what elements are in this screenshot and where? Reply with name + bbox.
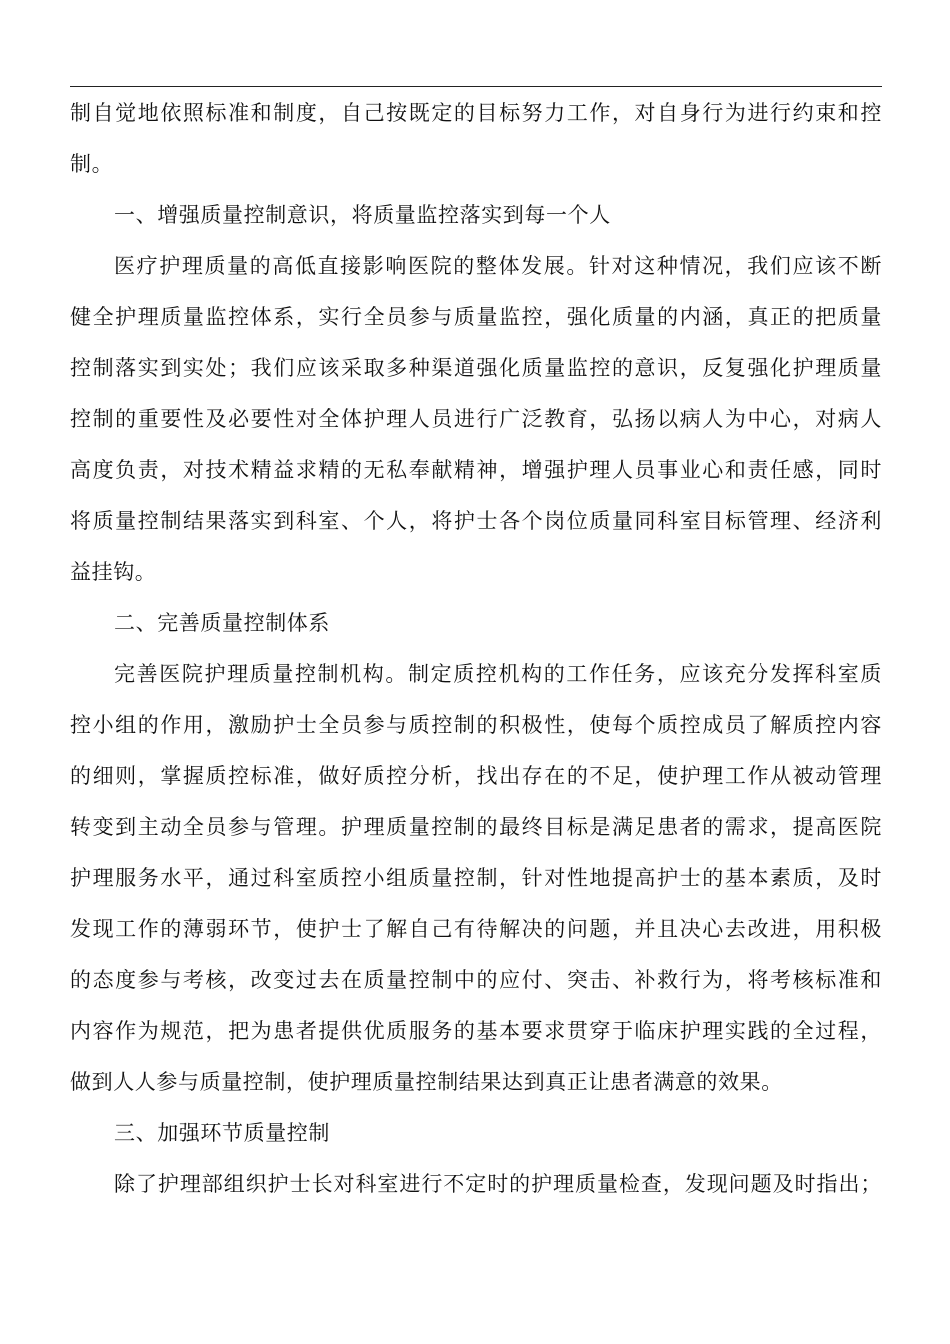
body-line: 控制落实到实处；我们应该采取多种渠道强化质量监控的意识，反复强化护理质量: [70, 356, 882, 380]
body-line: 的细则，掌握质控标准，做好质控分析，找出存在的不足，使护理工作从被动管理: [70, 764, 882, 788]
section-heading-3: 三、加强环节质量控制: [114, 1121, 330, 1145]
header-rule: [70, 86, 882, 87]
body-line: 将质量控制结果落实到科室、个人，将护士各个岗位质量同科室目标管理、经济利: [70, 509, 882, 533]
body-line: 做到人人参与质量控制，使护理质量控制结果达到真正让患者满意的效果。: [70, 1070, 783, 1094]
body-line: 控小组的作用，激励护士全员参与质控制的积极性，使每个质控成员了解质控内容: [70, 713, 882, 737]
body-line: 控制的重要性及必要性对全体护理人员进行广泛教育，弘扬以病人为中心，对病人: [70, 407, 882, 431]
body-line: 内容作为规范，把为患者提供优质服务的基本要求贯穿于临床护理实践的全过程，: [70, 1019, 882, 1043]
body-line: 的态度参与考核，改变过去在质量控制中的应付、突击、补救行为，将考核标准和: [70, 968, 882, 992]
body-line: 制。: [70, 152, 114, 176]
section-heading-2: 二、完善质量控制体系: [114, 611, 330, 635]
body-line: 发现工作的薄弱环节，使护士了解自己有待解决的问题，并且决心去改进，用积极: [70, 917, 882, 941]
body-line: 益挂钩。: [70, 560, 157, 584]
body-line: 完善医院护理质量控制机构。制定质控机构的工作任务，应该充分发挥科室质: [114, 662, 882, 686]
document-body: [70, 88, 882, 1210]
body-line: 健全护理质量监控体系，实行全员参与质量监控，强化质量的内涵，真正的把质量: [70, 305, 882, 329]
body-line: 制自觉地依照标准和制度，自己按既定的目标努力工作，对自身行为进行约束和控: [70, 101, 882, 125]
body-line: 高度负责，对技术精益求精的无私奉献精神，增强护理人员事业心和责任感，同时: [70, 458, 882, 482]
body-line: 转变到主动全员参与管理。护理质量控制的最终目标是满足患者的需求，提高医院: [70, 815, 882, 839]
body-line: 除了护理部组织护士长对科室进行不定时的护理质量检查，发现问题及时指出；: [114, 1172, 882, 1196]
body-line: 护理服务水平，通过科室质控小组质量控制，针对性地提高护士的基本素质，及时: [70, 866, 882, 890]
section-heading-1: 一、增强质量控制意识，将质量监控落实到每一个人: [114, 203, 611, 227]
body-line: 医疗护理质量的高低直接影响医院的整体发展。针对这种情况，我们应该不断: [114, 254, 882, 278]
